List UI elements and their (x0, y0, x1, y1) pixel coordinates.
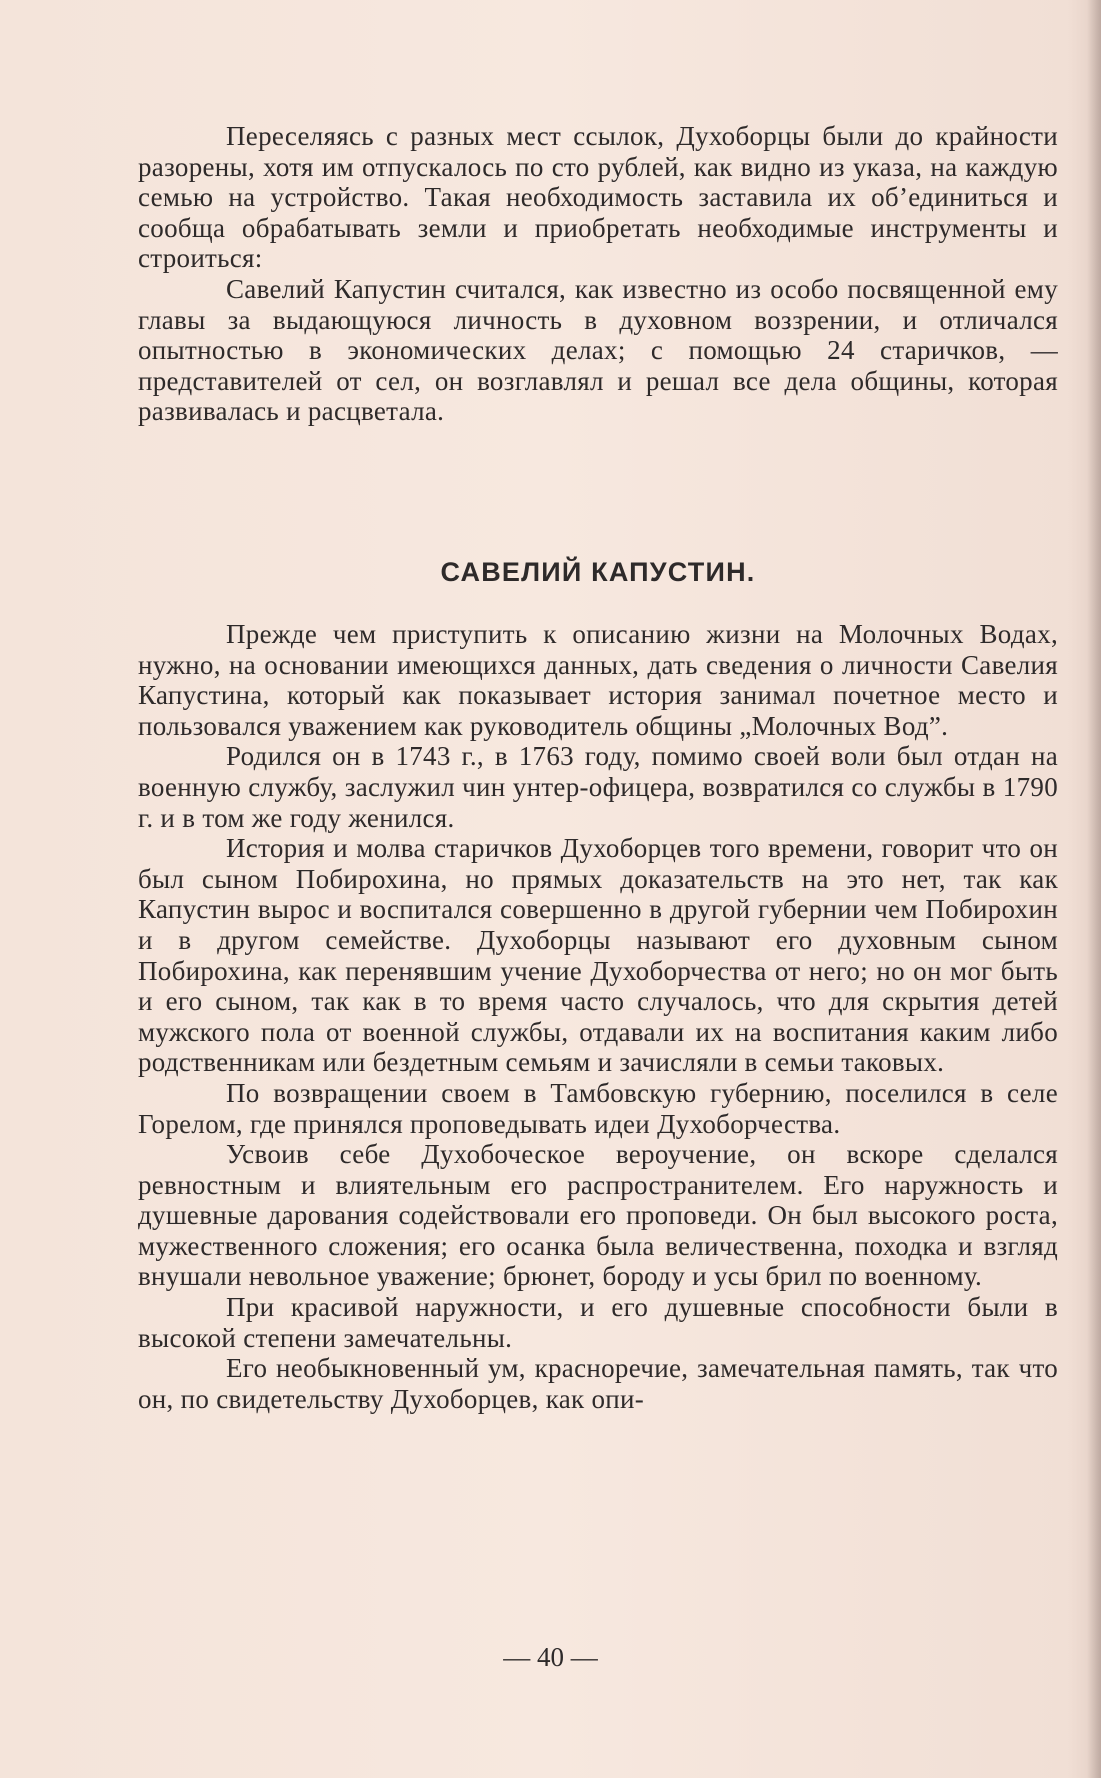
paragraph: При красивой наружности, и его душевные способности были в высокой степени замечательны. (138, 1292, 1058, 1353)
section-text (138, 619, 1058, 1414)
paragraph: Усвоив себе Духобоческое вероучение, он вскоре сделался ревностным и влиятельным его распространителем. Его наружность и душевные дарования содействовали его проповеди. Он был высокого роста, мужественного сложения; его осанка была величественна, походка и взгляд внушали невольное уважение; брюнет, бороду и усы брил по военному. (138, 1139, 1058, 1292)
paragraph: По возвращении своем в Тамбовскую губернию, поселился в селе Горелом, где принялся проповедывать идеи Духоборчества. (138, 1077, 1058, 1139)
paragraph: Его необыкновенный ум, красноречие, замечательная память, так что он, по свидетельству Духоборцев, как опи- (138, 1353, 1058, 1414)
paragraph: Савелий Капустин считался, как известно из особо посвященной ему главы за выдающуюся личность в духовном воззрении, и отличался опытностью в экономических делах; с помощью 24 старичков, — представителей от сел, он возглавлял и решал все дела общины, которая развивалась и расцветала. (138, 273, 1058, 427)
page-number: — 40 — (503, 1642, 598, 1672)
section-heading: САВЕЛИЙ КАПУСТИН. (440, 557, 756, 587)
paragraph: Переселяясь с разных мест ссылок, Духоборцы были до крайности разорены, хотя им отпускалось по сто рублей, как видно из указа, на каждую семью на устройство. Такая необходимость заставила их об’единиться и сообща обрабатывать земли и приобретать необходимые инструменты и строиться: (138, 121, 1058, 274)
paragraph: История и молва старичков Духоборцев того времени, говорит что он был сыном Побирохина, но прямых доказательств на это нет, так как Капустин вырос и воспитался совершенно в другой губернии чем Побирохин и в другом семействе. Духоборцы называют его духовным сыном Побирохина, как перенявшим учение Духоборчества от него; но он мог быть и его сыном, так как в то время часто случалось, что для скрытия детей мужского пола от военной службы, отдавали их на воспитания каким либо родственникам или бездетным семьям и зачисляли в семьи таковых. (138, 833, 1058, 1078)
paragraph: Прежде чем приступить к описанию жизни на Молочных Водах, нужно, на основании имеющихся данных, дать сведения о личности Савелия Капустина, который как показывает история занимал почетное место и пользовался уважением как руководитель общины „Молочных Вод”. (138, 619, 1058, 741)
paragraph: Родился он в 1743 г., в 1763 году, помимо своей воли был отдан на военную службу, заслужил чин унтер-офицера, возвратился со службы в 1790 г. и в том же году женился. (138, 741, 1058, 833)
intro-text (138, 121, 1058, 427)
page-edge-shadow (1087, 0, 1101, 1778)
